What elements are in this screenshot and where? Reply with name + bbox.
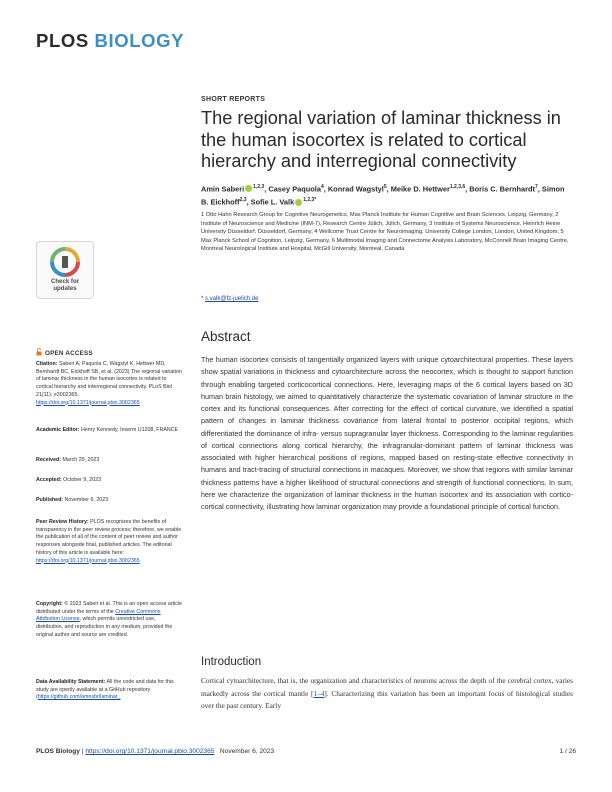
author-name: Konrad Wagstyl [327,184,384,194]
orcid-icon[interactable] [245,185,252,192]
author-affiliation-marker: 1,2,3,6 [449,184,466,190]
corresponding-marker: * [201,296,204,302]
author-affiliation-marker: 7 [535,184,538,190]
check-for-updates-icon [48,247,82,277]
github-repo-link[interactable]: https://github.com/amnsbr/laminar_ [37,694,121,701]
cc-license-link[interactable]: Creative Commons Attribution License [36,608,161,623]
check-for-updates-label: Check for updates [50,278,80,293]
footer-journal: PLOS Biology [36,748,80,755]
abstract-heading: Abstract [201,329,251,344]
open-access-label: OPEN ACCESS [36,348,93,357]
author-name: Casey Paquola [268,184,321,194]
citation-block: Citation: Saberi A, Paquola C, Wagstyl K, Hettwer MD, Bernhardt BC, Eickhoff SB, et al. (2023) The regional variation of laminar thickness in the human isocortex is related to cortical hierarchy and interregional connectivity. PLoS Biol 21(11): e3002365. https://doi.org/10.1371/journal.pbio.3002365 [36,361,182,406]
abstract-body: The human isocortex consists of tangentially organized layers with unique cytoarchitectural properties. These layers show spatial variations in thickness and cytoarchitecture across the neocortex, which is thought to support function through enabling targeted corticocortical connections. Here, leveraging maps of the 6 cortical layers based on 3D human brain histology, we aimed to quantitatively characterize the systematic covariation of laminar structure in the cortex and its functional consequences. After correcting for the effect of cortical curvature, we identified a spatial pattern of changes in laminar thickness covariance from lateral frontal to posterior occipital regions, which differentiated the dominance of infra- versus supragranular layer thickness. Corresponding to the laminar regularities of cortical connections along cortical hierarchy, the infragranular-dominant pattern of laminar thickness was associated with higher hierarchical positions of regions, mapped based on resting-state effective connectivity in humans and tract-tracing of structural connections in macaques. Moreover, we show that regions with similar laminar thickness patterns have a higher likelihood of structural connections and strength of functional connections. In sum, here we characterize the organization of laminar thickness in the human isocortex and its association with cortico-cortical connectivity, illustrating how laminar organization may provide a foundational principle of cortical function. [201,355,573,511]
published-date: Published: November 6, 2023 [36,497,109,503]
reference-link[interactable]: 1–4 [313,688,325,698]
footer-doi-link[interactable]: https://doi.org/10.1371/journal.pbio.3002365 [85,748,215,755]
corresponding-email [201,296,258,302]
peer-review-doi-link[interactable]: https://doi.org/10.1371/journal.pbio.3002365 [36,557,140,564]
orcid-icon[interactable] [295,199,302,206]
received-date: Received: March 29, 2023 [36,457,100,463]
article-title: The regional variation of laminar thickness in the human isocortex is related to cortical hierarchy and interregional connectivity [201,108,561,171]
introduction-heading: Introduction [201,656,262,668]
author-name: Sofie L. Valk [250,197,295,207]
author-name: Meike D. Hettwer [390,184,450,194]
author-name: Amin Saberi [201,184,245,194]
data-availability-block: Data Availability Statement: All the code and data for this study are openly available at a GitHub repository (https://github.com/amnsbr/laminar_ [36,679,174,701]
academic-editor: Academic Editor: Henry Kennedy, Inserm U1208, FRANCE [36,427,179,433]
introduction-body: Cortical cytoarchitecture, that is, the organization and characteristics of neurons across the depth of the cerebral cortex, varies markedly across the cortical mantle [1–4]. Characterizing this variation has been an important focus of histological studies over the past century. Early [201,676,573,711]
page-number: 1 / 26 [559,748,576,755]
citation-doi-link[interactable]: https://doi.org/10.1371/journal.pbio.3002365 [36,399,140,406]
author-affiliation-marker: 5 [383,184,387,190]
page-footer: PLOS Biology | https://doi.org/10.1371/journal.pbio.3002365 November 6, 2023 [36,748,275,755]
email-link[interactable]: s.valk@fz-juelich.de [205,296,259,302]
peer-review-history: Peer Review History: PLOS recognizes the benefits of transparency in the peer review process; therefore, we enable the publication of all of the content of peer review and author responses alongside final, published articles. The editorial history of this article is available here: https://doi.org/10.1371/journal.pbio.3002365 [36,519,182,564]
author-list: Amin Saberi $^{1,2,3}$, Casey Paquola$^4$, Konrad Wagstyl$^5$, Meike D. Hettwer$^{1,2,3,6}$, Boris C. Bernhardt$^7$, Simon B. Eickhoff$^{2,3}$, Sofie L. Valk $^{1,2,3*}$ [201,184,565,207]
author-affiliation-marker: 2,3 [239,197,247,204]
journal-logo-plos: PLOS [36,30,95,51]
accepted-date: Accepted: October 9, 2023 [36,477,102,483]
journal-logo[interactable] [36,30,184,52]
copyright-block: Copyright: © 2023 Saberi et al. This is an open access article distributed under the terms of the Creative Commons Attribution License, which permits unrestricted use, distribution, and reproduction in any medium, provided the original author and source are credited. [36,601,183,638]
article-section-label: SHORT REPORTS [201,96,266,103]
journal-logo-biology: BIOLOGY [94,30,185,51]
author-name: Simon B. Eickhoff [201,184,565,207]
author-affiliation-marker: 1,2,3 [253,184,265,190]
open-lock-icon [36,348,42,356]
author-affiliation-marker: 4 [320,184,324,190]
author-name: Boris C. Bernhardt [469,184,535,194]
footer-date: November 6, 2023 [219,748,275,755]
author-affiliation-marker: 1,2,3* [303,197,317,204]
affiliations: 1 Otto Hahn Research Group for Cognitive Neurogenetics, Max Planck Institute for Human Cognitive and Brain Sciences, Leipzig, Germany, 2 Institute of Neuroscience and Medicine (INM-7), Research Centre Jülich, Jülich, Germany, 3 Institute of Systems Neuroscience, Heinrich Heine University Düsseldorf, Düsseldorf, Germany, 4 Wellcome Trust Centre for Neuroimaging, University College London, London, United Kingdom, 5 Max Planck School of Cognition, Leipzig, Germany, 6 Multimodal Imaging and Connectome Analysis Laboratory, McConnell Brain Imaging Centre, Montreal Neurological Institute and Hospital, McGill University, Montreal, Canada [201,212,569,253]
check-for-updates-badge[interactable] [36,241,94,299]
